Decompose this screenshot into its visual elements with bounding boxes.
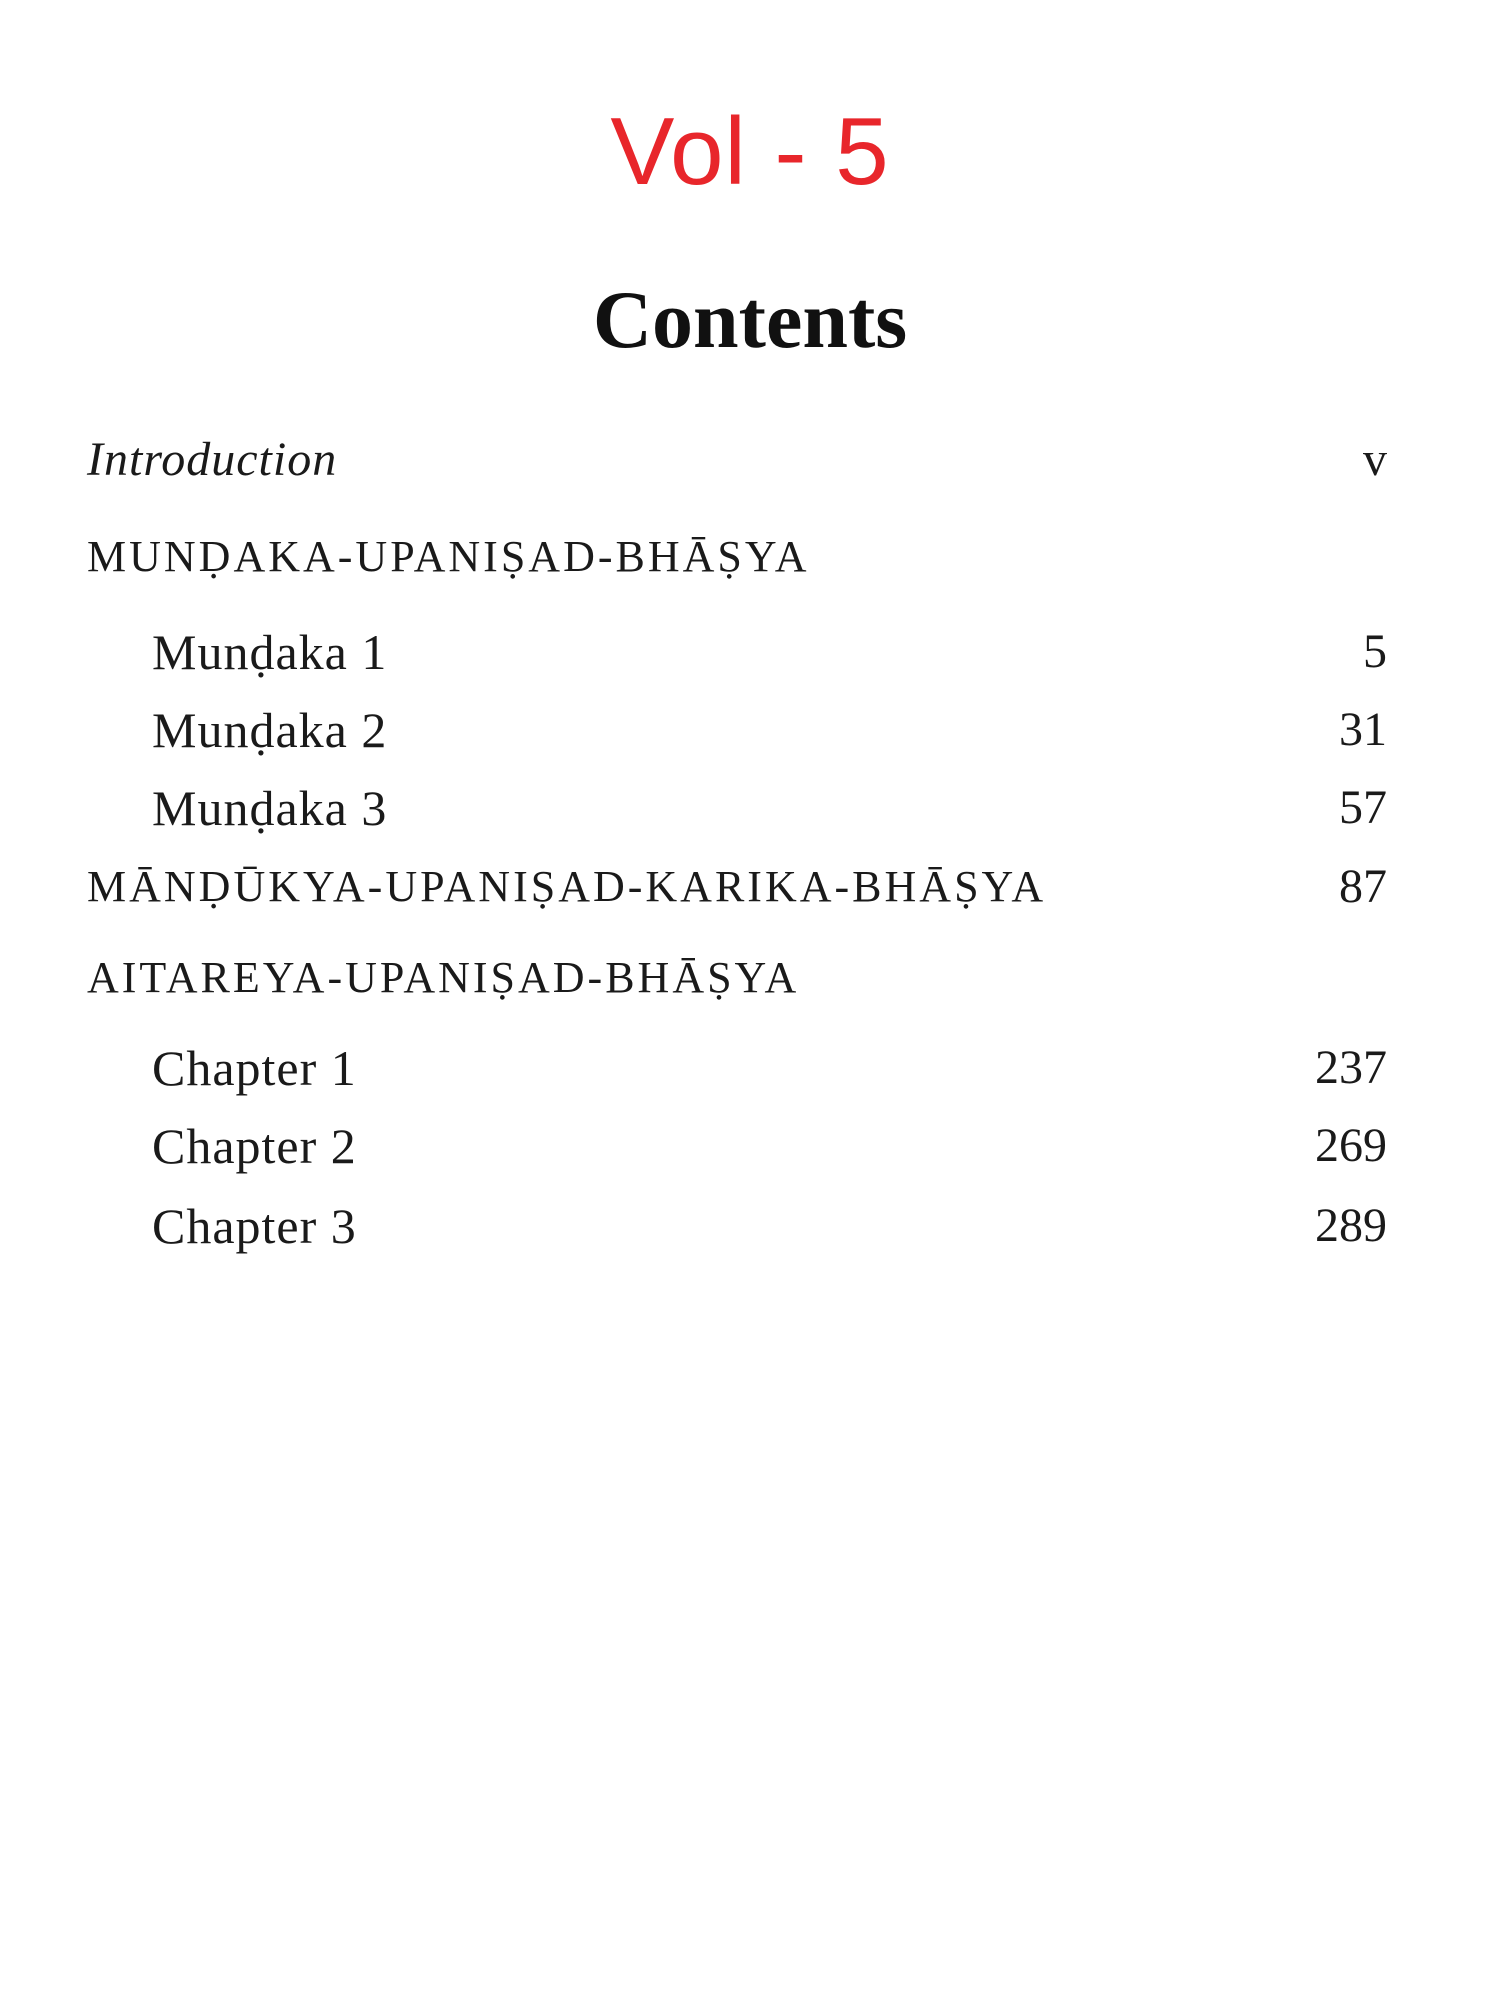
toc-entry-title: Munḍaka 1: [152, 624, 388, 680]
toc-entry-page: v: [1363, 433, 1387, 486]
page-title: Contents: [592, 274, 908, 365]
toc-entry-title: Munḍaka 2: [152, 702, 388, 758]
toc-entry-page: 289: [1315, 1199, 1387, 1252]
toc-entry-page: 87: [1339, 860, 1387, 913]
toc-section-title: AITAREYA-UPANIṢAD-BHĀṢYA: [87, 953, 800, 1002]
toc-section-mandukya: [87, 855, 1387, 919]
toc-entry-page: 5: [1363, 625, 1387, 678]
toc-section-mundaka: [87, 525, 1387, 589]
toc-entry-title: Chapter 3: [152, 1198, 357, 1254]
toc-entry-mundaka-2: [152, 698, 1387, 762]
toc-entry-page: 31: [1339, 703, 1387, 756]
toc-entry-page: 57: [1339, 781, 1387, 834]
toc-entry-page: 269: [1315, 1119, 1387, 1172]
toc-entry-chapter-3: [152, 1194, 1387, 1258]
volume-label: Vol - 5: [610, 98, 890, 205]
toc-entry-title: Chapter 1: [152, 1040, 357, 1096]
toc-entry-title: Introduction: [87, 433, 338, 486]
toc-section-title: MĀNḌŪKYA-UPANIṢAD-KARIKA-BHĀṢYA: [87, 862, 1047, 911]
toc-entry-chapter-2: [152, 1114, 1387, 1178]
toc-entry-mundaka-1: [152, 620, 1387, 684]
toc-section-aitareya: [87, 946, 1387, 1010]
toc-entry-title: Chapter 2: [152, 1118, 357, 1174]
toc-section-title: MUNḌAKA-UPANIṢAD-BHĀṢYA: [87, 532, 810, 581]
toc-entry-chapter-1: [152, 1036, 1387, 1100]
toc-entry-page: 237: [1315, 1041, 1387, 1094]
toc-entry-title: Munḍaka 3: [152, 780, 388, 836]
toc-entry-mundaka-3: [152, 776, 1387, 840]
toc-entry-introduction: [87, 428, 1387, 492]
